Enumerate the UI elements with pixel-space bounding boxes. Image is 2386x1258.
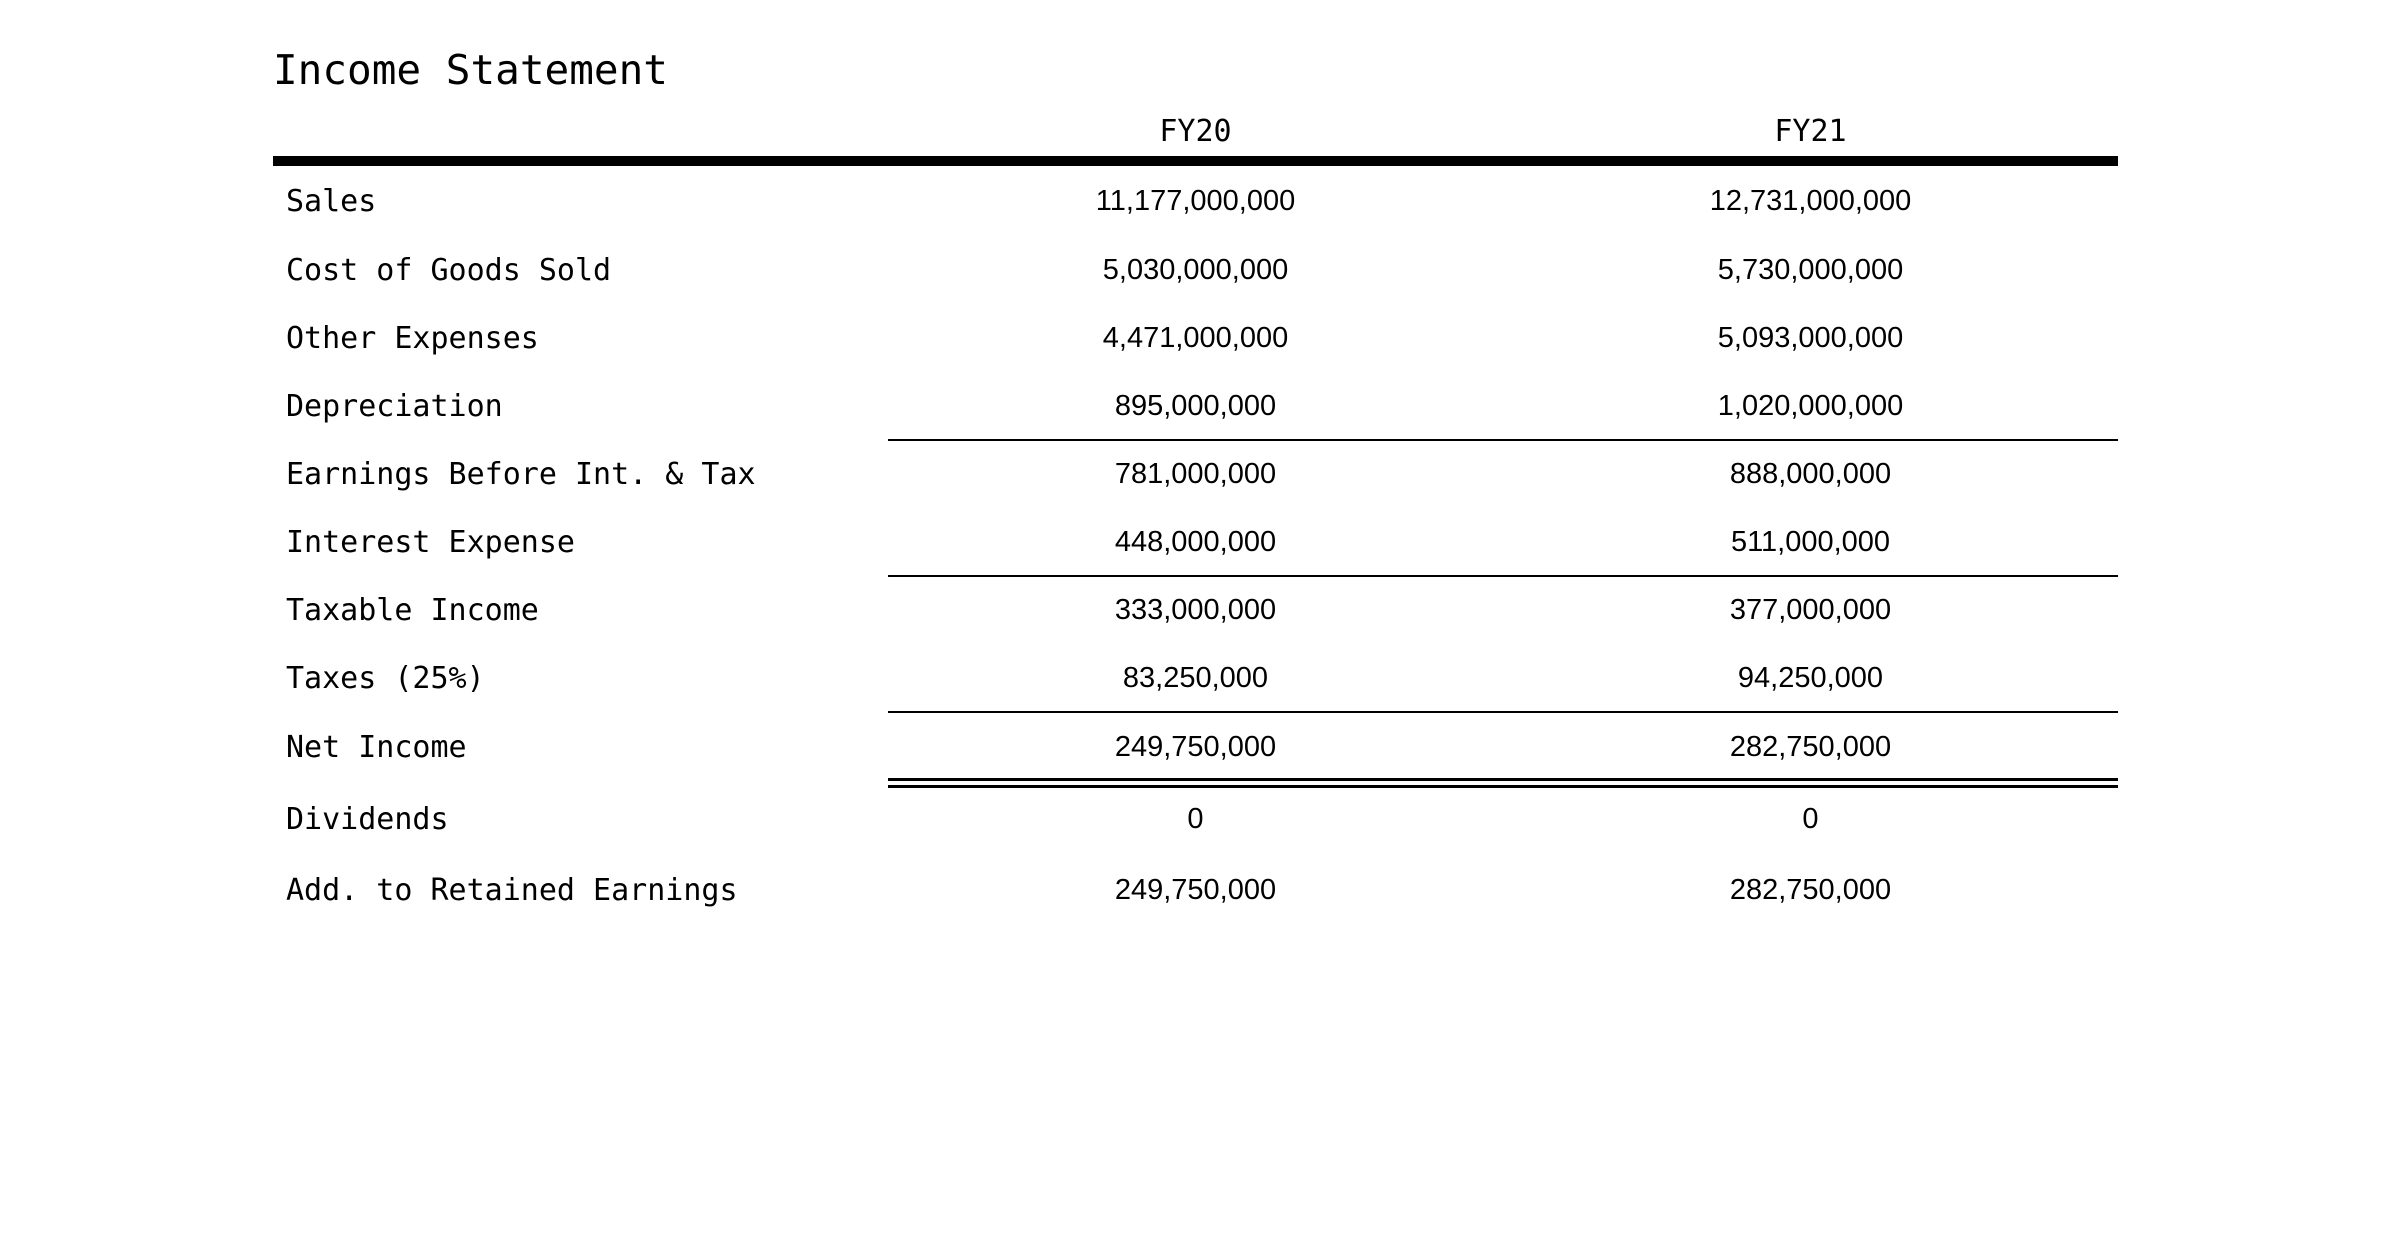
value-fy21: 5,093,000,000 [1717, 321, 1904, 354]
row-label: Interest Expense [286, 524, 575, 560]
value-fy21: 5,730,000,000 [1717, 253, 1904, 286]
value-fy21: 12,731,000,000 [1709, 184, 1912, 217]
income-statement [273, 40, 2118, 924]
double-rule-line [888, 778, 2118, 788]
row-other-expenses [273, 304, 2118, 372]
value-fy20: 249,750,000 [1114, 730, 1277, 763]
value-fy21: 282,750,000 [1729, 730, 1892, 763]
value-fy21: 1,020,000,000 [1717, 389, 1904, 422]
value-fy21: 888,000,000 [1729, 457, 1892, 490]
row-label: Taxes (25%) [286, 660, 485, 696]
row-label: Sales [286, 183, 377, 219]
value-fy20: 448,000,000 [1114, 525, 1277, 558]
value-fy20: 0 [1187, 802, 1204, 835]
row-taxable-income [273, 576, 2118, 644]
value-fy21: 511,000,000 [1730, 525, 1891, 558]
row-label: Add. to Retained Earnings [286, 872, 738, 908]
value-fy20: 249,750,000 [1114, 873, 1277, 906]
row-ebit [273, 440, 2118, 508]
row-label: Other Expenses [286, 320, 539, 356]
single-rule-line [888, 711, 2118, 713]
value-fy20: 895,000,000 [1114, 389, 1277, 422]
value-fy20: 333,000,000 [1114, 593, 1277, 626]
value-fy21: 377,000,000 [1729, 593, 1892, 626]
single-rule-line [888, 575, 2118, 577]
column-header-row [273, 106, 2118, 166]
row-label: Net Income [286, 729, 467, 765]
value-fy20: 83,250,000 [1122, 661, 1269, 694]
row-label: Taxable Income [286, 592, 539, 628]
row-depreciation [273, 372, 2118, 440]
value-fy21: 94,250,000 [1737, 661, 1884, 694]
row-interest-expense [273, 508, 2118, 576]
value-fy21: 0 [1802, 802, 1819, 835]
row-taxes [273, 644, 2118, 712]
row-cost-of-goods-sold [273, 236, 2118, 304]
statement-title: Income Statement [273, 46, 668, 94]
column-header-fy21: FY21 [1774, 113, 1847, 149]
value-fy20: 781,000,000 [1114, 457, 1277, 490]
row-label: Cost of Goods Sold [286, 252, 612, 288]
value-fy20: 11,177,000,000 [1095, 184, 1296, 217]
row-label: Earnings Before Int. & Tax [286, 456, 756, 492]
value-fy21: 282,750,000 [1729, 873, 1892, 906]
row-label: Dividends [286, 801, 449, 837]
column-header-fy20: FY20 [1159, 113, 1232, 149]
row-dividends [273, 782, 2118, 856]
value-fy20: 5,030,000,000 [1102, 253, 1289, 286]
row-sales [273, 166, 2118, 236]
single-rule-line [888, 439, 2118, 441]
value-fy20: 4,471,000,000 [1102, 321, 1289, 354]
row-add-to-retained-earnings [273, 856, 2118, 924]
row-label: Depreciation [286, 388, 503, 424]
row-net-income [273, 712, 2118, 782]
